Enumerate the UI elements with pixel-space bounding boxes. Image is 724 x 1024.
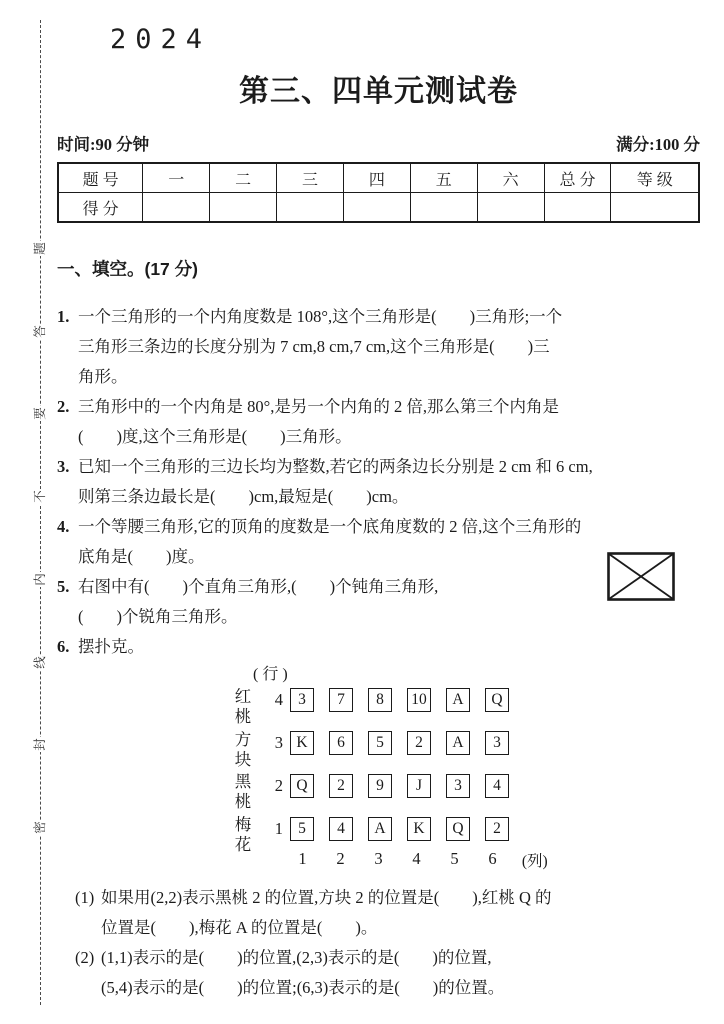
column-labels-row (267, 849, 548, 871)
column-label: 6 (488, 849, 497, 868)
score-cell (477, 193, 544, 223)
row-number: 1 (274, 818, 283, 838)
column-label: 5 (450, 849, 459, 868)
square-with-diagonals-figure (607, 552, 675, 606)
header-section-3: 三 (277, 163, 344, 193)
header-section-2: 二 (210, 163, 277, 193)
question-line: 右图中有( )个直角三角形,( )个钝角三角形, (78, 577, 439, 596)
grade-cell (611, 193, 699, 223)
score-cell (410, 193, 477, 223)
card-cell: 5 (368, 731, 392, 755)
card-cell: 6 (329, 731, 353, 755)
sub-question-number: (2) (75, 948, 95, 967)
question-4 (57, 512, 700, 572)
sub-question-1 (75, 883, 700, 943)
card-cell: Q (446, 817, 470, 841)
seal-char: 答 (30, 324, 51, 339)
question-1 (57, 302, 700, 392)
card-row-1 (267, 816, 548, 841)
seal-char: 封 (30, 737, 51, 752)
question-number: 3. (57, 457, 70, 476)
suit-labels-column (233, 687, 253, 855)
seal-char: 要 (30, 406, 51, 421)
row-axis-label: ( 行 ) (253, 666, 288, 683)
question-line: ( )个锐角三角形。 (78, 607, 238, 626)
question-5 (57, 572, 700, 632)
card-cell: Q (290, 774, 314, 798)
question-line: 角形。 (78, 367, 128, 386)
card-row-2 (267, 773, 548, 798)
question-line: 一个等腰三角形,它的顶角的度数是一个底角度数的 2 倍,这个三角形的 (78, 517, 582, 536)
header-total-score: 总 分 (544, 163, 611, 193)
question-number: 6. (57, 637, 70, 656)
question-3 (57, 452, 700, 512)
question-line: 如果用(2,2)表示黑桃 2 的位置,方块 2 的位置是( ),红桃 Q 的 (101, 888, 552, 907)
card-cell: 3 (290, 688, 314, 712)
page-title: 第三、四单元测试卷 (239, 75, 518, 108)
card-cell: A (368, 817, 392, 841)
card-cell: 3 (446, 774, 470, 798)
card-cell: 4 (329, 817, 353, 841)
header-section-6: 六 (477, 163, 544, 193)
column-label: 2 (336, 849, 345, 868)
row-number: 4 (274, 689, 283, 709)
question-line: (1,1)表示的是( )的位置,(2,3)表示的是( )的位置, (101, 948, 492, 967)
question-number: 1. (57, 307, 70, 326)
sub-questions (75, 883, 700, 1003)
year-mark: 2024 (110, 24, 212, 55)
card-cell: 7 (329, 688, 353, 712)
question-number: 2. (57, 397, 70, 416)
question-number: 5. (57, 577, 70, 596)
question-number: 4. (57, 517, 70, 536)
seal-char: 密 (30, 820, 51, 835)
score-table-header-row (58, 163, 699, 193)
binding-dashed-line (33, 20, 47, 1005)
question-6 (57, 632, 700, 662)
suit-label-spades: 黑桃 (234, 772, 252, 812)
score-cell (343, 193, 410, 223)
card-cell: 10 (407, 688, 431, 712)
seal-char: 不 (30, 489, 51, 504)
card-cell: 2 (485, 817, 509, 841)
header-grade: 等 级 (611, 163, 699, 193)
sub-question-number: (1) (75, 888, 95, 907)
question-line: 一个三角形的一个内角度数是 108°,这个三角形是( )三角形;一个 (78, 307, 563, 326)
paper-content (57, 0, 700, 1003)
card-cell: 9 (368, 774, 392, 798)
questions-list (57, 302, 700, 1003)
question-2 (57, 392, 700, 452)
time-limit-label: 时间:90 分钟 (57, 135, 150, 154)
seal-char: 线 (30, 655, 51, 670)
question-line: 已知一个三角形的三边长均为整数,若它的两条边长分别是 2 cm 和 6 cm, (78, 457, 593, 476)
header-section-1: 一 (143, 163, 210, 193)
question-line: 三角形三条边的长度分别为 7 cm,8 cm,7 cm,这个三角形是( )三 (78, 337, 550, 356)
question-line: 位置是( ),梅花 A 的位置是( )。 (101, 918, 378, 937)
header-question-number: 题 号 (58, 163, 143, 193)
question-line: 三角形中的一个内角是 80°,是另一个内角的 2 倍,那么第三个内角是 (78, 397, 559, 416)
score-table-score-row (58, 193, 699, 223)
row-number: 3 (274, 732, 283, 752)
question-line: (5,4)表示的是( )的位置;(6,3)表示的是( )的位置。 (101, 978, 505, 997)
column-label: 1 (298, 849, 307, 868)
column-label: 4 (412, 849, 421, 868)
card-row-4 (267, 687, 548, 712)
header-section-4: 四 (343, 163, 410, 193)
card-grid-main (253, 665, 548, 871)
card-cell: A (446, 731, 470, 755)
column-label: 3 (374, 849, 383, 868)
suit-label-clubs: 梅花 (234, 814, 252, 854)
row-number: 2 (274, 775, 283, 795)
suit-label-hearts: 红桃 (234, 687, 252, 726)
full-score-label: 满分:100 分 (616, 135, 700, 154)
card-row-3 (267, 730, 548, 755)
sub-question-2 (75, 943, 700, 1003)
card-cell: K (407, 817, 431, 841)
question-line: 则第三条边最长是( )cm,最短是( )cm。 (78, 487, 409, 506)
card-cell: Q (485, 688, 509, 712)
card-grid (233, 665, 700, 871)
question-line: 摆扑克。 (78, 637, 144, 656)
column-axis-label: (列) (518, 853, 548, 870)
card-cell: 2 (329, 774, 353, 798)
suit-label-diamonds: 方块 (234, 729, 252, 769)
section-one-heading: 一、填空。(17 分) (57, 259, 198, 279)
seal-char: 内 (30, 572, 51, 587)
question-line: ( )度,这个三角形是( )三角形。 (78, 427, 352, 446)
card-cell: 3 (485, 731, 509, 755)
score-table (57, 162, 700, 223)
card-cell: 4 (485, 774, 509, 798)
card-cell: 5 (290, 817, 314, 841)
card-cell: 2 (407, 731, 431, 755)
header-section-5: 五 (410, 163, 477, 193)
card-cell: K (290, 731, 314, 755)
score-cell (210, 193, 277, 223)
card-cell: A (446, 688, 470, 712)
card-cell: 8 (368, 688, 392, 712)
score-cell (277, 193, 344, 223)
card-cell: J (407, 774, 431, 798)
exam-info-row (57, 131, 700, 155)
score-cell (143, 193, 210, 223)
score-cell (544, 193, 611, 223)
question-line: 底角是( )度。 (78, 547, 205, 566)
seal-char: 题 (30, 241, 51, 256)
score-row-label: 得 分 (58, 193, 143, 223)
seal-line-text (33, 238, 48, 838)
